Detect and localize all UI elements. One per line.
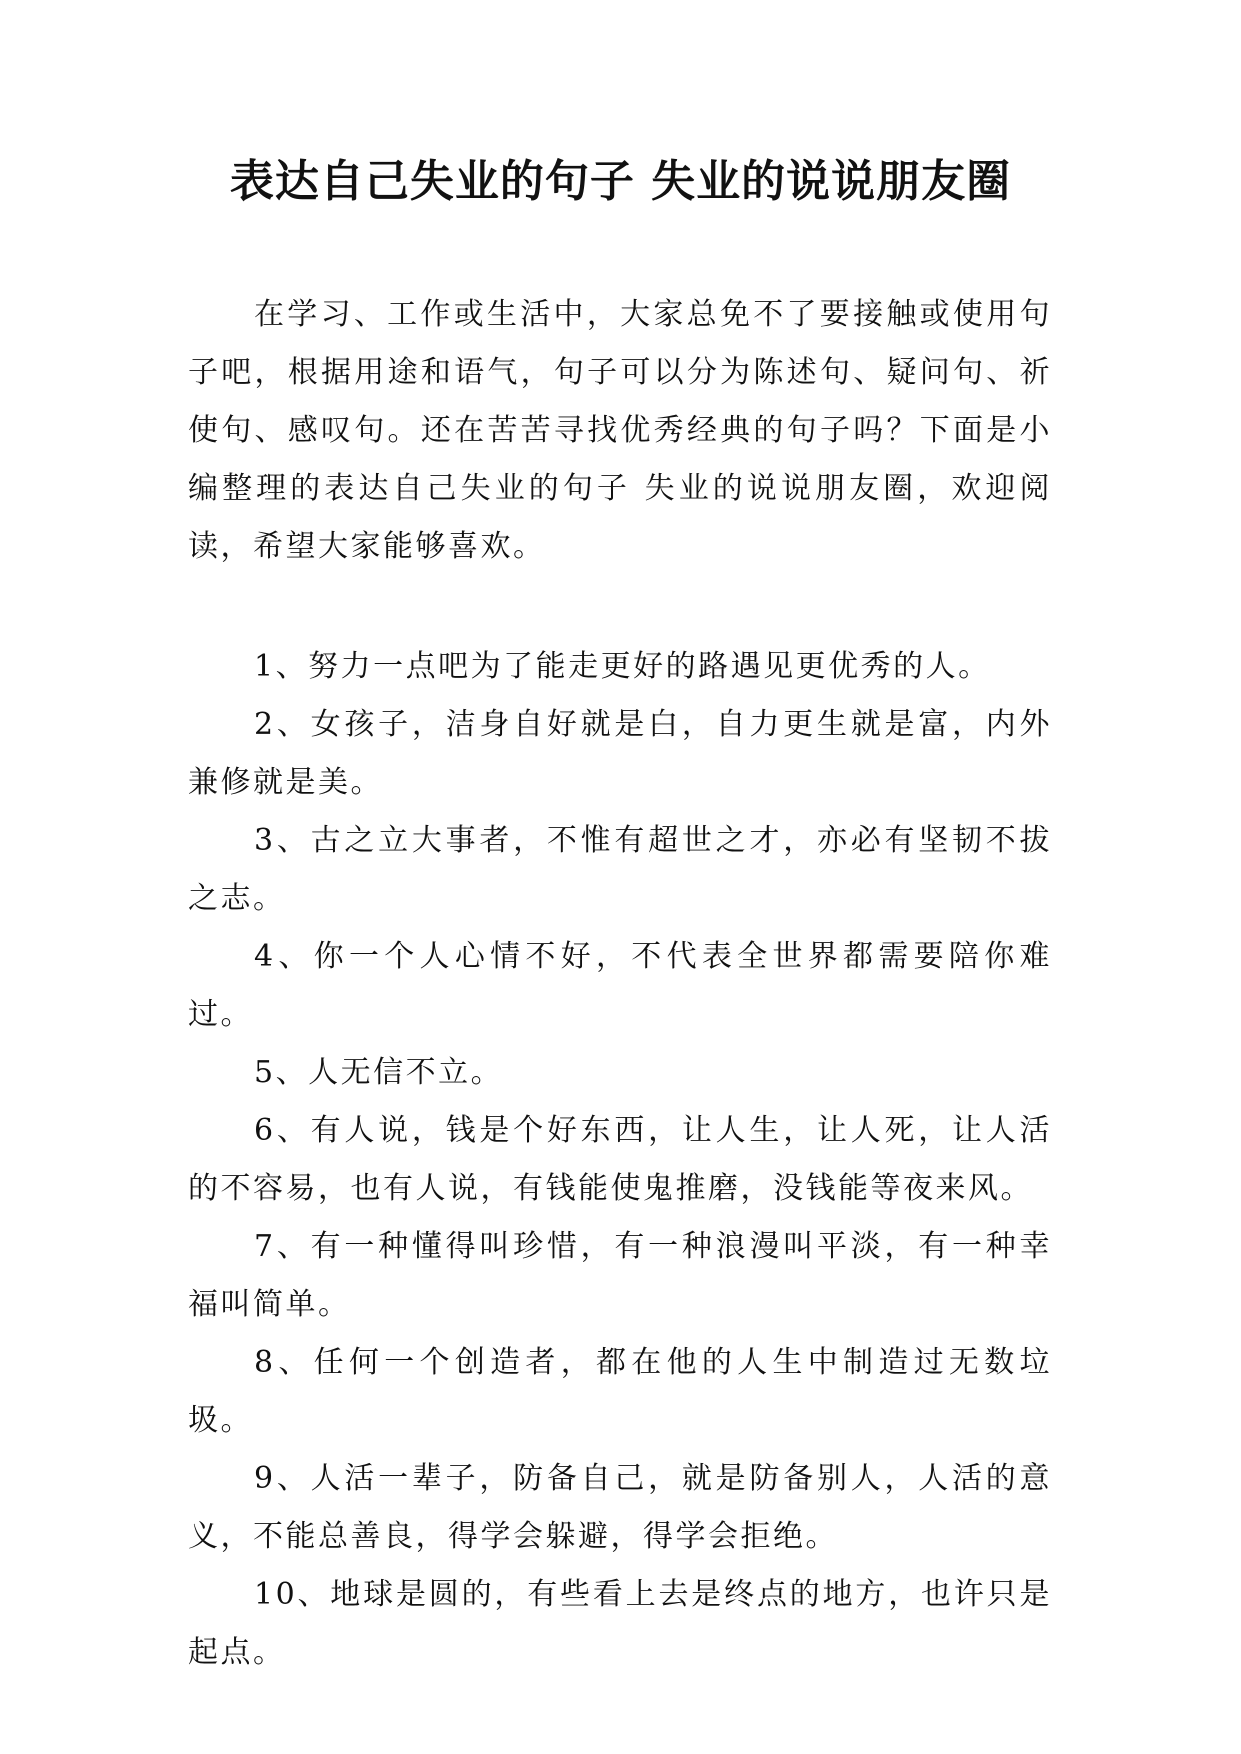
list-item: 7、有一种懂得叫珍惜，有一种浪漫叫平淡，有一种幸福叫简单。 [188,1229,1052,1322]
list-item: 6、有人说，钱是个好东西，让人生，让人死，让人活的不容易，也有人说，有钱能使鬼推磨，没钱能等夜来风。 [188,1113,1052,1206]
list-item: 8、任何一个创造者，都在他的人生中制造过无数垃圾。 [188,1345,1052,1438]
list-item: 3、古之立大事者，不惟有超世之才，亦必有坚韧不拔之志。 [188,823,1052,916]
list-item: 2、女孩子，洁身自好就是白，自力更生就是富，内外兼修就是美。 [188,707,1052,800]
list-item: 1、努力一点吧为了能走更好的路遇见更优秀的人。 [254,649,991,684]
list-item: 4、你一个人心情不好，不代表全世界都需要陪你难过。 [188,939,1052,1032]
document-title: 表达自己失业的句子 失业的说说朋友圈 [229,156,1012,207]
list-item: 10、地球是圆的，有些看上去是终点的地方，也许只是起点。 [188,1577,1052,1670]
list-item: 9、人活一辈子，防备自己，就是防备别人，人活的意义，不能总善良，得学会躲避，得学会拒绝。 [188,1461,1052,1554]
list-item: 5、人无信不立。 [254,1055,504,1090]
intro-paragraph: 在学习、工作或生活中，大家总免不了要接触或使用句子吧，根据用途和语气，句子可以分为陈述句、疑问句、祈使句、感叹句。还在苦苦寻找优秀经典的句子吗？下面是小编整理的表达自己失业的句子 失业的说说朋友圈，欢迎阅读，希望大家能够喜欢。 [188,297,1052,564]
quote-list [188,638,1052,1682]
